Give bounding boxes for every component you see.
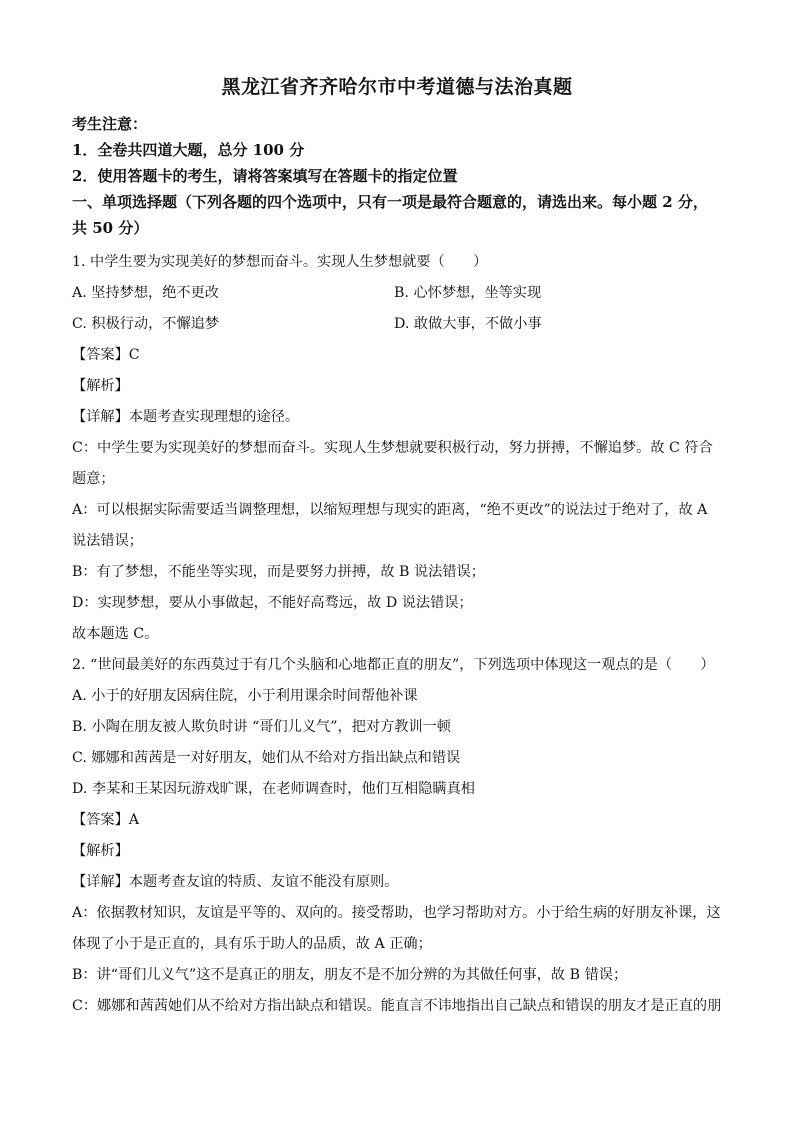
q2-detail: 【详解】本题考查友谊的特质、友谊不能没有原则。 <box>72 874 399 890</box>
q2-explanation-b: B：讲“哥们儿义气”这不是真正的朋友，朋友不是不加分辨的为其做任何事，故 B 错误； <box>72 967 628 983</box>
notice-item-2: 2．使用答题卡的考生，请将答案填写在答题卡的指定位置 <box>72 167 458 185</box>
q1-option-c: C. 积极行动，不懈追梦 <box>72 316 220 332</box>
q2-option-a: A. 小于的好朋友因病住院，小于利用课余时间帮他补课 <box>72 688 418 704</box>
page-title: 黑龙江省齐齐哈尔市中考道德与法治真题 <box>221 76 573 98</box>
q2-option-c: C. 娜娜和茜茜是一对好朋友，她们从不给对方指出缺点和错误 <box>72 750 461 766</box>
q1-option-a: A. 坚持梦想，绝不更改 <box>72 285 219 301</box>
notice-heading: 考生注意： <box>72 115 148 133</box>
q1-analysis-label: 【解析】 <box>72 378 129 394</box>
q1-explanation-b: B：有了梦想，不能坐等实现，而是要努力拼搏，故 B 说法错误； <box>72 564 485 580</box>
q2-option-d: D. 李某和王某因玩游戏旷课，在老师调查时，他们互相隐瞒真相 <box>72 781 475 797</box>
q1-options <box>72 278 722 340</box>
q1-explanation-c: C：中学生要为实现美好的梦想而奋斗。实现人生梦想就要积极行动，努力拼搏，不懈追梦。故 C 符合题意； <box>72 440 713 487</box>
q2-explanation-c: C：娜娜和茜茜她们从不给对方指出缺点和错误。能直言不讳地指出自己缺点和错误的朋友才是正直的朋 <box>72 998 722 1014</box>
q2-option-b: B. 小陶在朋友被人欺负时讲 “哥们儿义气”，把对方教训一顿 <box>72 719 451 735</box>
q1-answer: 【答案】C <box>72 347 140 363</box>
notice-item-1: 1．全卷共四道大题，总分 100 分 <box>72 141 305 159</box>
q1-detail: 【详解】本题考查实现理想的途径。 <box>72 409 300 425</box>
document-page <box>72 66 722 1022</box>
q2-stem: 2. “世间最美好的东西莫过于有几个头脑和心地都正直的朋友”，下列选项中体现这一观点的是（ ） <box>72 657 715 673</box>
q1-explanation-d: D：实现梦想，要从小事做起，不能好高骛远，故 D 说法错误； <box>72 595 473 611</box>
q1-explanation-a: A：可以根据实际需要适当调整理想，以缩短理想与现实的距离，“绝不更改”的说法过于绝对了，故 A 说法错误； <box>72 502 708 549</box>
q1-option-b: B. 心怀梦想，坐等实现 <box>394 285 542 301</box>
q2-explanation-a: A：依据教材知识，友谊是平等的、双向的。接受帮助，也学习帮助对方。小于给生病的好朋友补课，这体现了小于是正直的，具有乐于助人的品质，故 A 正确； <box>72 905 721 952</box>
section-heading: 一、单项选择题（下列各题的四个选项中，只有一项是最符合题意的，请选出来。每小题 2 分，共 50 分） <box>72 193 708 237</box>
q1-stem: 1. 中学生要为实现美好的梦想而奋斗。实现人生梦想就要（ ） <box>72 254 488 270</box>
q2-analysis-label: 【解析】 <box>72 843 129 859</box>
q1-option-d: D. 敢做大事，不做小事 <box>394 316 542 332</box>
q2-answer: 【答案】A <box>72 812 139 828</box>
q1-conclusion: 故本题选 C。 <box>72 626 159 642</box>
